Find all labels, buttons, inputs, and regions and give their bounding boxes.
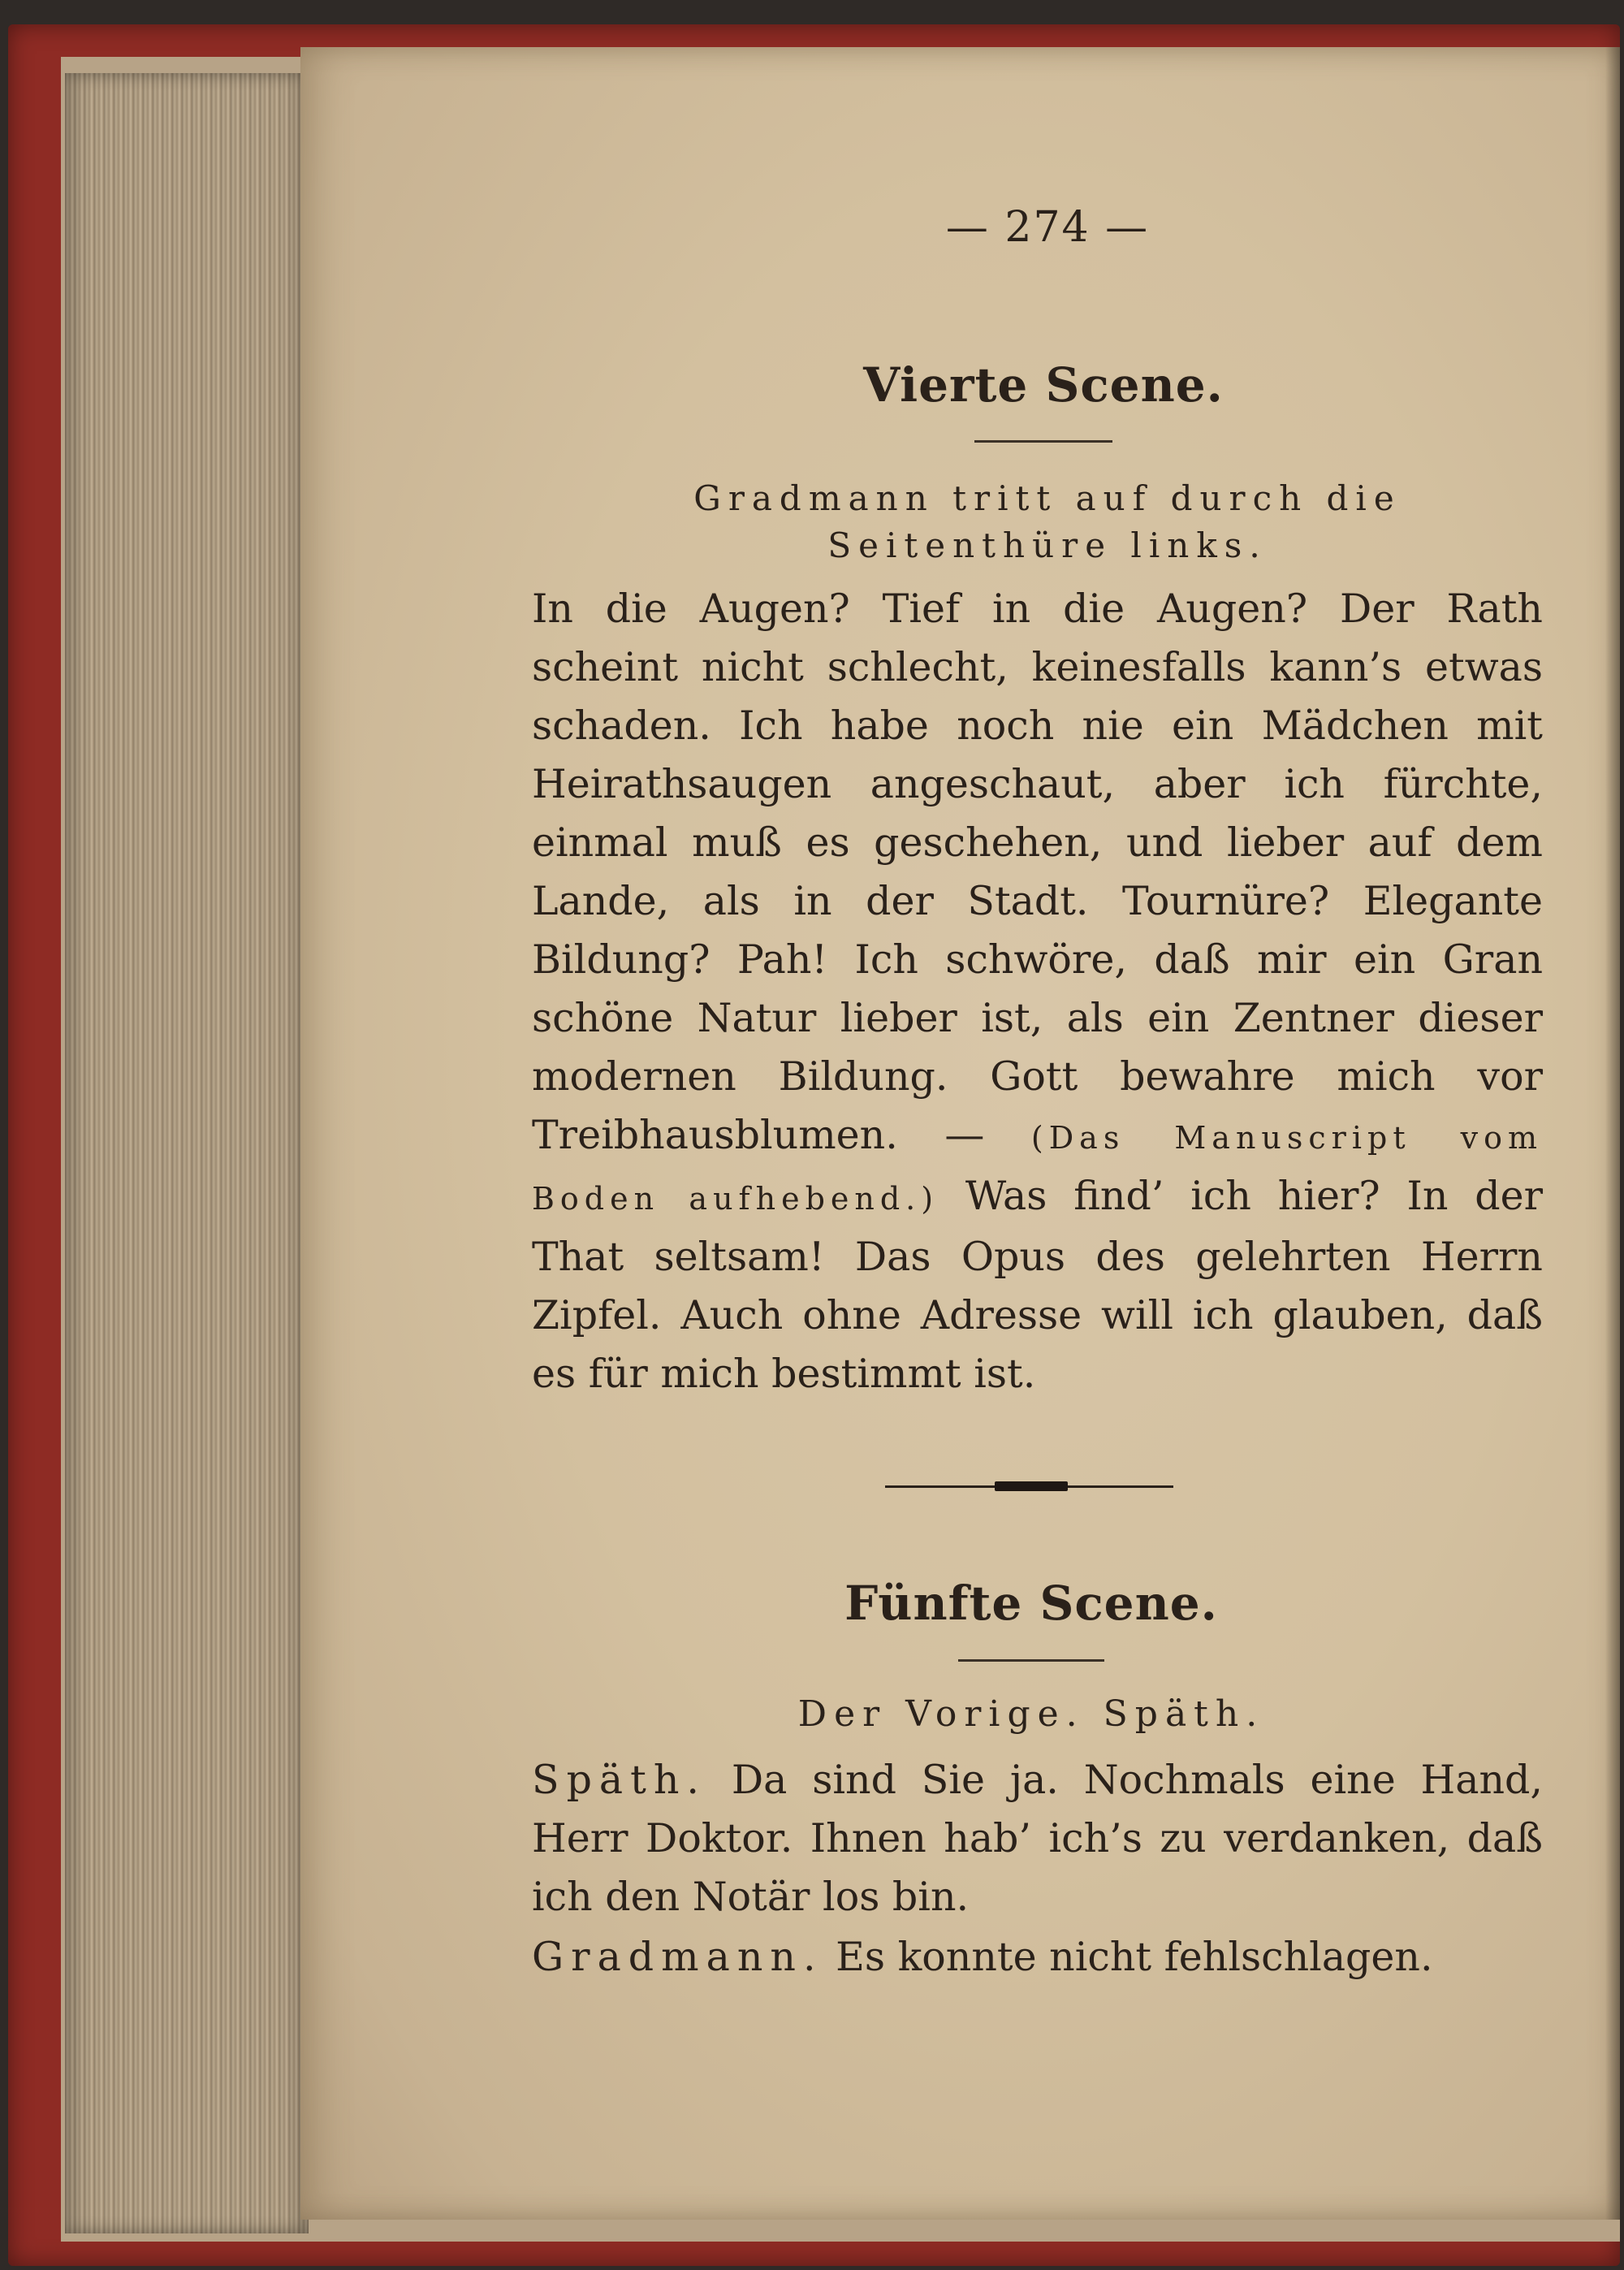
- monologue-text-after: Was find’ ich hier? In der That seltsam! Das Opus des gelehrten Herrn Zipfel. Auch ohne Adresse will ich glauben, daß es für mich bestimmt ist.: [532, 1173, 1543, 1397]
- inline-stage-direction: (Das Manuscript vom Boden aufhebend.): [532, 1120, 1543, 1217]
- stage-direction-4: Gradmann tritt auf durch die Seitenthüre links.: [693, 478, 1402, 565]
- monologue-text-before: In die Augen? Tief in die Augen? Der Rath scheint nicht schlecht, keinesfalls kann’s etwas schaden. Ich habe noch nie ein Mädchen mit Heirathsaugen angeschaut, aber ich fürchte, einmal muß es geschehen, und lieber auf dem Lande, als in der Stadt. Tournüre? Elegante Bildung? Pah! Ich schwöre, daß mir ein Gran schöne Natur lieber ist, als ein Zentner dieser modernen Bildung. Gott bewahre mich vor Treibhausblumen. —: [532, 586, 1543, 1158]
- page-edge-shadow: [1605, 47, 1620, 2220]
- dialogue-line-spaeth: [532, 1751, 1543, 1926]
- dialogue-line-gradmann: [532, 1928, 1543, 1987]
- scene-title-4: Vierte Scene.: [863, 357, 1224, 413]
- speaker-spaeth: Späth.: [532, 1757, 706, 1803]
- heading-rule-4: [974, 440, 1112, 443]
- line-text-spaeth: Da sind Sie ja. Nochmals eine Hand, Herr Doktor. Ihnen hab’ ich’s zu verdanken, daß ich den Notär los bin.: [532, 1757, 1543, 1920]
- speaker-gradmann: Gradmann.: [532, 1934, 823, 1980]
- monologue-paragraph: [532, 580, 1543, 1403]
- page-edges: [65, 73, 309, 2233]
- heading-rule-5: [958, 1659, 1104, 1662]
- stage-direction-5: Der Vorige. Späth.: [797, 1693, 1265, 1735]
- line-text-gradmann: Es konnte nicht fehlschlagen.: [836, 1934, 1433, 1980]
- scene-divider-ornament: [995, 1481, 1068, 1491]
- scene-title-5: Fünfte Scene.: [844, 1576, 1218, 1631]
- page-number: — 274 —: [945, 203, 1150, 252]
